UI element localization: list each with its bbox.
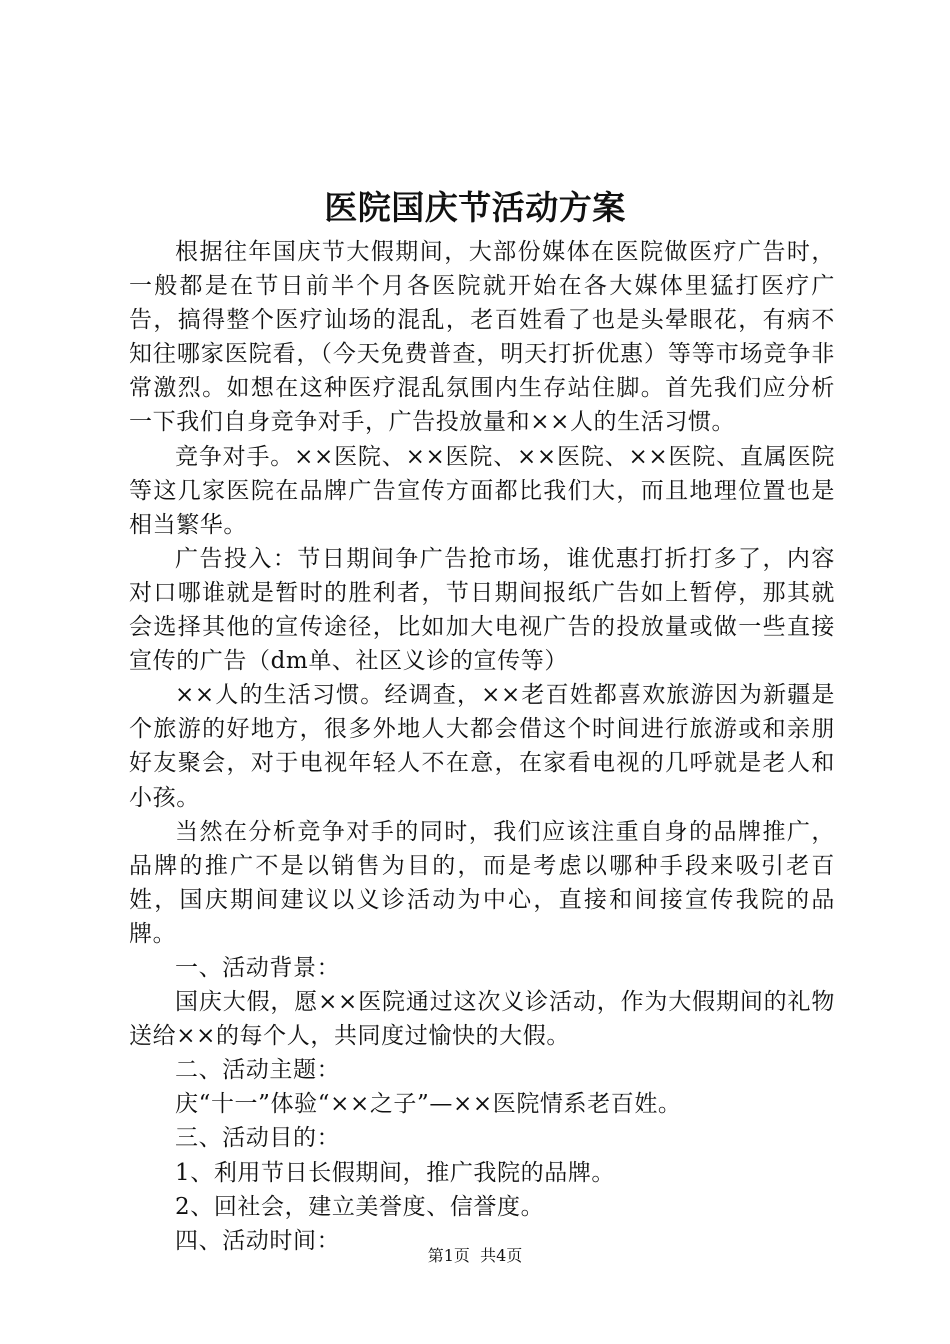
page-footer bbox=[0, 1245, 950, 1267]
paragraph-competitors: 竞争对手。××医院、××医院、××医院、××医院、直属医院等这几家医院在品牌广告宣传方面都比我们大，而且地理位置也是相当繁华。 bbox=[129, 443, 835, 538]
paragraph-intro: 根据往年国庆节大假期间，大部份媒体在医院做医疗广告时，一般都是在节日前半个月各医院就开始在各大媒体里猛打医疗广告，搞得整个医疗讪场的混乱，老百姓看了也是头晕眼花，有病不知往哪家医院看，（今天免费普查，明天打折优惠）等等市场竞争非常激烈。如想在这种医疗混乱氛围内生存站住脚。首先我们应分析一下我们自身竞争对手，广告投放量和××人的生活习惯。 bbox=[129, 239, 835, 436]
footer-spacer bbox=[470, 1246, 480, 1265]
paragraph-theme: 庆“十一”体验“××之子”—××医院情系老百姓。 bbox=[175, 1091, 682, 1118]
document-body bbox=[129, 235, 835, 1258]
purpose-item-2: 2、回社会，建立美誉度、信誉度。 bbox=[175, 1193, 545, 1220]
paragraph-living-habits: ××人的生活习惯。经调查，××老百姓都喜欢旅游因为新疆是个旅游的好地方，很多外地人大都会借这个时间进行旅游或和亲朋好友聚会，对于电视年轻人不在意，在家看电视的几呼就是老人和小孩。 bbox=[129, 682, 835, 811]
paragraph-background: 国庆大假，愿××医院通过这次义诊活动，作为大假期间的礼物送给××的每个人，共同度过愉快的大假。 bbox=[129, 989, 835, 1050]
paragraph-ad-investment: 广告投入：节日期间争广告抢市场，谁优惠打折打多了，内容对口哪谁就是暂时的胜利者，节日期间报纸广告如上暂停，那其就会选择其他的宣传途径，比如加大电视广告的投放量或做一些直接宣传的广告（dm单、社区义诊的宣传等） bbox=[129, 545, 835, 675]
section-heading-time: 四、活动时间： bbox=[175, 1227, 341, 1254]
page-number: 第1页 bbox=[427, 1246, 470, 1265]
section-heading-purpose: 三、活动目的： bbox=[175, 1125, 341, 1152]
section-heading-background: 一、活动背景： bbox=[175, 954, 341, 981]
paragraph-brand-promotion: 当然在分析竞争对手的同时，我们应该注重自身的品牌推广，品牌的推广不是以销售为目的，而是考虑以哪种手段来吸引老百姓，国庆期间建议以义诊活动为中心，直接和间接宣传我院的品牌。 bbox=[129, 818, 835, 947]
page-total: 共4页 bbox=[480, 1246, 523, 1265]
purpose-item-1: 1、利用节日长假期间，推广我院的品牌。 bbox=[175, 1159, 616, 1186]
section-heading-theme: 二、活动主题： bbox=[175, 1057, 341, 1084]
document-title: 医院国庆节活动方案 bbox=[324, 188, 626, 227]
